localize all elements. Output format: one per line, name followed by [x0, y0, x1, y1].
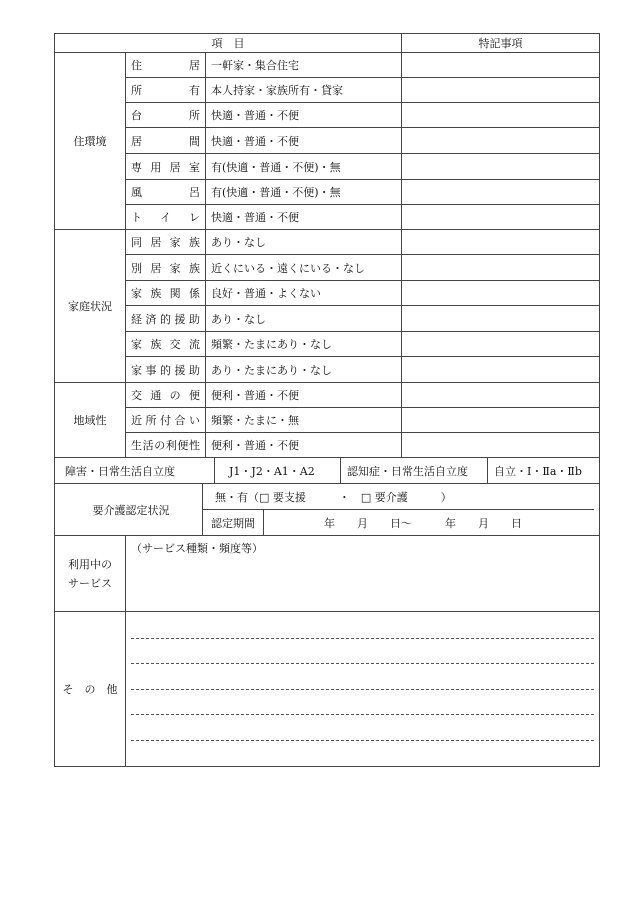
item-label: 交 通 の 便 — [131, 389, 200, 402]
header-items: 項 目 — [55, 34, 402, 53]
item-row — [55, 383, 600, 408]
item-value: 頻繁・たまにあり・なし — [206, 332, 402, 357]
item-value: 本人持家・家族所有・貸家 — [206, 78, 402, 103]
item-label-cell — [126, 383, 206, 408]
item-label: 居 間 — [131, 134, 200, 148]
item-label-cell — [126, 281, 206, 306]
item-row — [55, 306, 600, 332]
item-label: 近 所 付 合 い — [131, 414, 200, 427]
item-row — [55, 128, 600, 154]
item-note-field[interactable] — [402, 180, 600, 205]
item-value: 頻繁・たまに・無 — [206, 408, 402, 433]
item-note-field[interactable] — [402, 408, 600, 433]
disability-label: 障害・日常生活自立度 — [60, 458, 215, 483]
item-value: 有(快適・普通・不便)・無 — [206, 154, 402, 180]
item-row — [55, 433, 600, 458]
item-label-cell — [126, 103, 206, 128]
care-period-value[interactable]: 年 月 日～ 年 月 日 — [324, 516, 522, 530]
item-label-cell — [126, 128, 206, 154]
item-row — [55, 255, 600, 281]
other-line[interactable] — [131, 638, 594, 664]
item-note-field[interactable] — [402, 306, 600, 332]
item-label: 家 族 交 流 — [131, 338, 200, 351]
care-row — [55, 484, 600, 536]
item-label: 風 呂 — [131, 186, 200, 199]
services-hint: （サービス種類・頻度等） — [131, 542, 263, 555]
item-row — [55, 53, 600, 78]
item-value: 快適・普通・不便 — [206, 205, 402, 230]
assessment-table — [54, 33, 600, 767]
item-value: 良好・普通・よくない — [206, 281, 402, 306]
item-row — [55, 103, 600, 128]
item-note-field[interactable] — [402, 332, 600, 357]
item-row — [55, 332, 600, 357]
item-label: 家 事 的 援 助 — [131, 363, 200, 377]
other-line[interactable] — [131, 689, 594, 715]
item-label-cell — [126, 180, 206, 205]
dementia-label: 認知症・日常生活自立度 — [341, 458, 488, 483]
item-note-field[interactable] — [402, 53, 600, 78]
item-row — [55, 154, 600, 180]
item-row — [55, 78, 600, 103]
item-note-field[interactable] — [402, 357, 600, 383]
care-period-label: 認定期間 — [203, 510, 264, 535]
other-label: そ の 他 — [55, 612, 126, 767]
section-title: 地域性 — [55, 383, 126, 458]
item-label: 専 用 居 室 — [131, 160, 200, 174]
item-value: 便利・普通・不便 — [206, 383, 402, 408]
section-title: 家庭状況 — [55, 230, 126, 383]
care-label: 要介護認定状況 — [60, 484, 203, 535]
item-label: 所 有 — [131, 84, 200, 97]
item-note-field[interactable] — [402, 383, 600, 408]
services-label — [55, 536, 126, 612]
assessment-body — [55, 34, 600, 767]
item-value: 有(快適・普通・不便)・無 — [206, 180, 402, 205]
item-label: 家 族 関 係 — [131, 287, 200, 300]
item-label-cell — [126, 433, 206, 458]
header-row — [55, 34, 600, 53]
disability-value: J1・J2・A1・A2 — [215, 458, 341, 483]
item-value: 便利・普通・不便 — [206, 433, 402, 458]
item-note-field[interactable] — [402, 205, 600, 230]
item-value: 快適・普通・不便 — [206, 128, 402, 154]
other-line[interactable] — [131, 740, 594, 766]
item-row — [55, 205, 600, 230]
other-field — [126, 612, 600, 767]
item-note-field[interactable] — [402, 433, 600, 458]
item-value: 近くにいる・遠くにいる・なし — [206, 255, 402, 281]
item-note-field[interactable] — [402, 78, 600, 103]
item-label: 同 居 家 族 — [131, 236, 200, 249]
dementia-value: 自立・Ⅰ・Ⅱa・Ⅱb — [494, 464, 582, 478]
item-label-cell — [126, 205, 206, 230]
item-value: 一軒家・集合住宅 — [206, 53, 402, 78]
item-label-cell — [126, 332, 206, 357]
item-note-field[interactable] — [402, 281, 600, 306]
care-cell — [55, 484, 600, 536]
item-label-cell — [126, 53, 206, 78]
disability-row — [55, 458, 600, 484]
services-row — [55, 536, 600, 612]
other-line[interactable] — [131, 714, 594, 740]
other-row — [55, 612, 600, 767]
item-label: 住 居 — [131, 59, 200, 72]
services-field[interactable] — [126, 536, 600, 612]
header-notes: 特記事項 — [402, 34, 600, 53]
disability-cell — [55, 458, 600, 484]
item-label-cell — [126, 78, 206, 103]
item-value: あり・たまにあり・なし — [206, 357, 402, 383]
item-value: 快適・普通・不便 — [206, 103, 402, 128]
item-row — [55, 357, 600, 383]
item-label: 台 所 — [131, 109, 200, 122]
item-label: 生 活 の 利 便 性 — [131, 439, 200, 452]
item-label-cell — [126, 230, 206, 255]
item-value: あり・なし — [206, 230, 402, 255]
item-label-cell — [126, 408, 206, 433]
item-row — [55, 180, 600, 205]
item-label: ト イ レ — [131, 211, 200, 224]
item-note-field[interactable] — [402, 255, 600, 281]
item-note-field[interactable] — [402, 128, 600, 154]
item-label: 別 居 家 族 — [131, 261, 200, 275]
item-label-cell — [126, 357, 206, 383]
item-row — [55, 230, 600, 255]
item-note-field[interactable] — [402, 103, 600, 128]
item-label-cell — [126, 255, 206, 281]
item-row — [55, 281, 600, 306]
care-status: 無・有（□ 要支援 ・ □ 要介護 ） — [203, 484, 594, 510]
section-title: 住環境 — [55, 53, 126, 230]
other-line[interactable] — [131, 612, 594, 638]
item-label: 経 済 的 援 助 — [131, 312, 200, 326]
item-value: あり・なし — [206, 306, 402, 332]
item-label-cell — [126, 154, 206, 180]
item-note-field[interactable] — [402, 230, 600, 255]
item-label-cell — [126, 306, 206, 332]
services-label-line1: 利用中の — [68, 557, 112, 571]
other-line[interactable] — [131, 663, 594, 689]
services-label-line2: サービス — [68, 576, 112, 590]
item-row — [55, 408, 600, 433]
item-note-field[interactable] — [402, 154, 600, 180]
